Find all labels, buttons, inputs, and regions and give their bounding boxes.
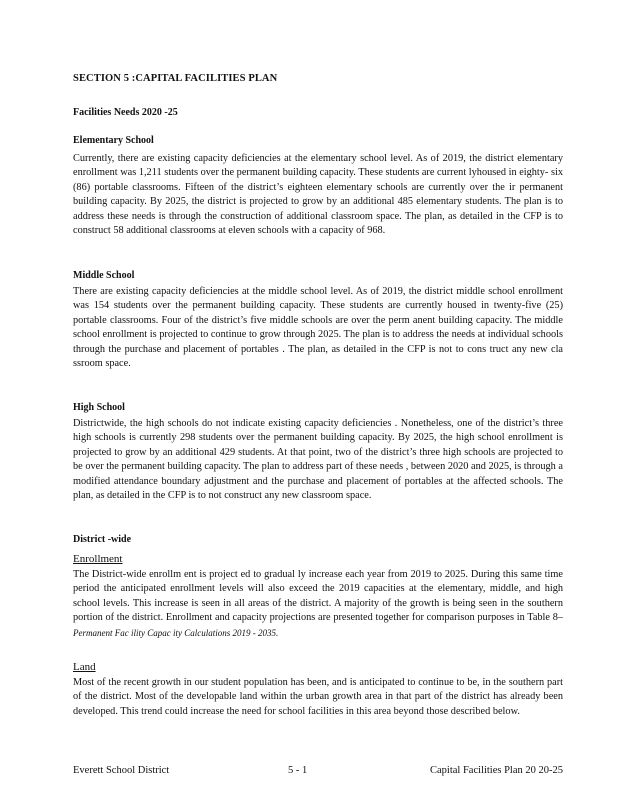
enrollment-paragraph xyxy=(73,568,563,641)
land-subheading: Land xyxy=(73,661,96,673)
enrollment-text: The District-wide enrollm ent is project ed to gradual ly increase each year from 2019 to 2025. During this same time period the anticipated enrollment levels will also exceed the 2019 capacities at the elementary, middle, and high school levels. This increase is seen in all areas of the district. A majority of the growth is being seen in the southern portion of the district. Enrollment and capacity projections are presented together for comparison purposes in Table 8– xyxy=(73,569,563,624)
footer-page-number: 5 - 1 xyxy=(288,765,308,776)
enrollment-subheading: Enrollment xyxy=(73,553,123,565)
land-paragraph: Most of the recent growth in our student population has been, and is anticipated to continue to be, in the southern part of the district. Most of the developable land within the urban growth area in that part of the district has already been developed. This trend could increase the need for school facilities in this area beyond those described below. xyxy=(73,677,563,717)
table-reference: Permanent Fac ility Capac ity Calculations 2019 - 2035. xyxy=(73,627,279,638)
facilities-needs-heading: Facilities Needs 2020 -25 xyxy=(73,107,178,118)
district-wide-heading: District -wide xyxy=(73,534,132,545)
middle-school-heading: Middle School xyxy=(73,270,135,281)
elementary-school-heading: Elementary School xyxy=(73,135,154,146)
high-school-paragraph: Districtwide, the high schools do not indicate existing capacity deficiencies . Nonetheless, one of the district’s three high schools is currently 298 students over the permanent building capacity. By 2025, the high school enrollment is projected to grow by an additional 429 students. At that point, two of the district’s three high schools are projected to be over the permanent building capacity. The plan to address part of these needs , between 2020 and 2025, is through a modified attendance boundary adjustment and the purchase and placement of portables at the affected schools. The plan, as detailed in the CFP is to not construct any new classroom space. xyxy=(73,418,563,502)
section-title: SECTION 5 :CAPITAL FACILITIES PLAN xyxy=(73,73,278,84)
footer-district-name: Everett School District xyxy=(73,765,170,776)
footer-document-title: Capital Facilities Plan 20 20-25 xyxy=(430,765,563,776)
middle-school-paragraph: There are existing capacity deficiencies at the middle school level. As of 2019, the district middle school enrollment was 154 students over the permanent building capacity. These students are currently housed in twenty-five (25) portable classrooms. Four of the district’s five middle schools are over the perm anent building capacity. The middle school enrollment is projected to continue to grow through 2025. The plan is to address the needs at individual schools through the purchase and placement of portables . The plan, as detailed in the CFP is not to cons truct any new cla ssroom space. xyxy=(73,286,563,370)
high-school-heading: High School xyxy=(73,402,125,413)
elementary-school-paragraph: Currently, there are existing capacity deficiencies at the elementary school level. As of 2019, the district elementary enrollment was 1,211 students over the permanent building capacity. These students are current lyhoused in eighty- six (86) portable classrooms. Fifteen of the district’s eighteen elementary schools are currently over the ir permanent building capacity. By 2025, the district is projected to grow by an additional 485 elementary students. The plan is to address these needs is through the construction of additional classroom space. The plan, as detailed in the CFP is to construct 58 additional classrooms at eleven schools with a capacity of 968. xyxy=(73,153,563,237)
